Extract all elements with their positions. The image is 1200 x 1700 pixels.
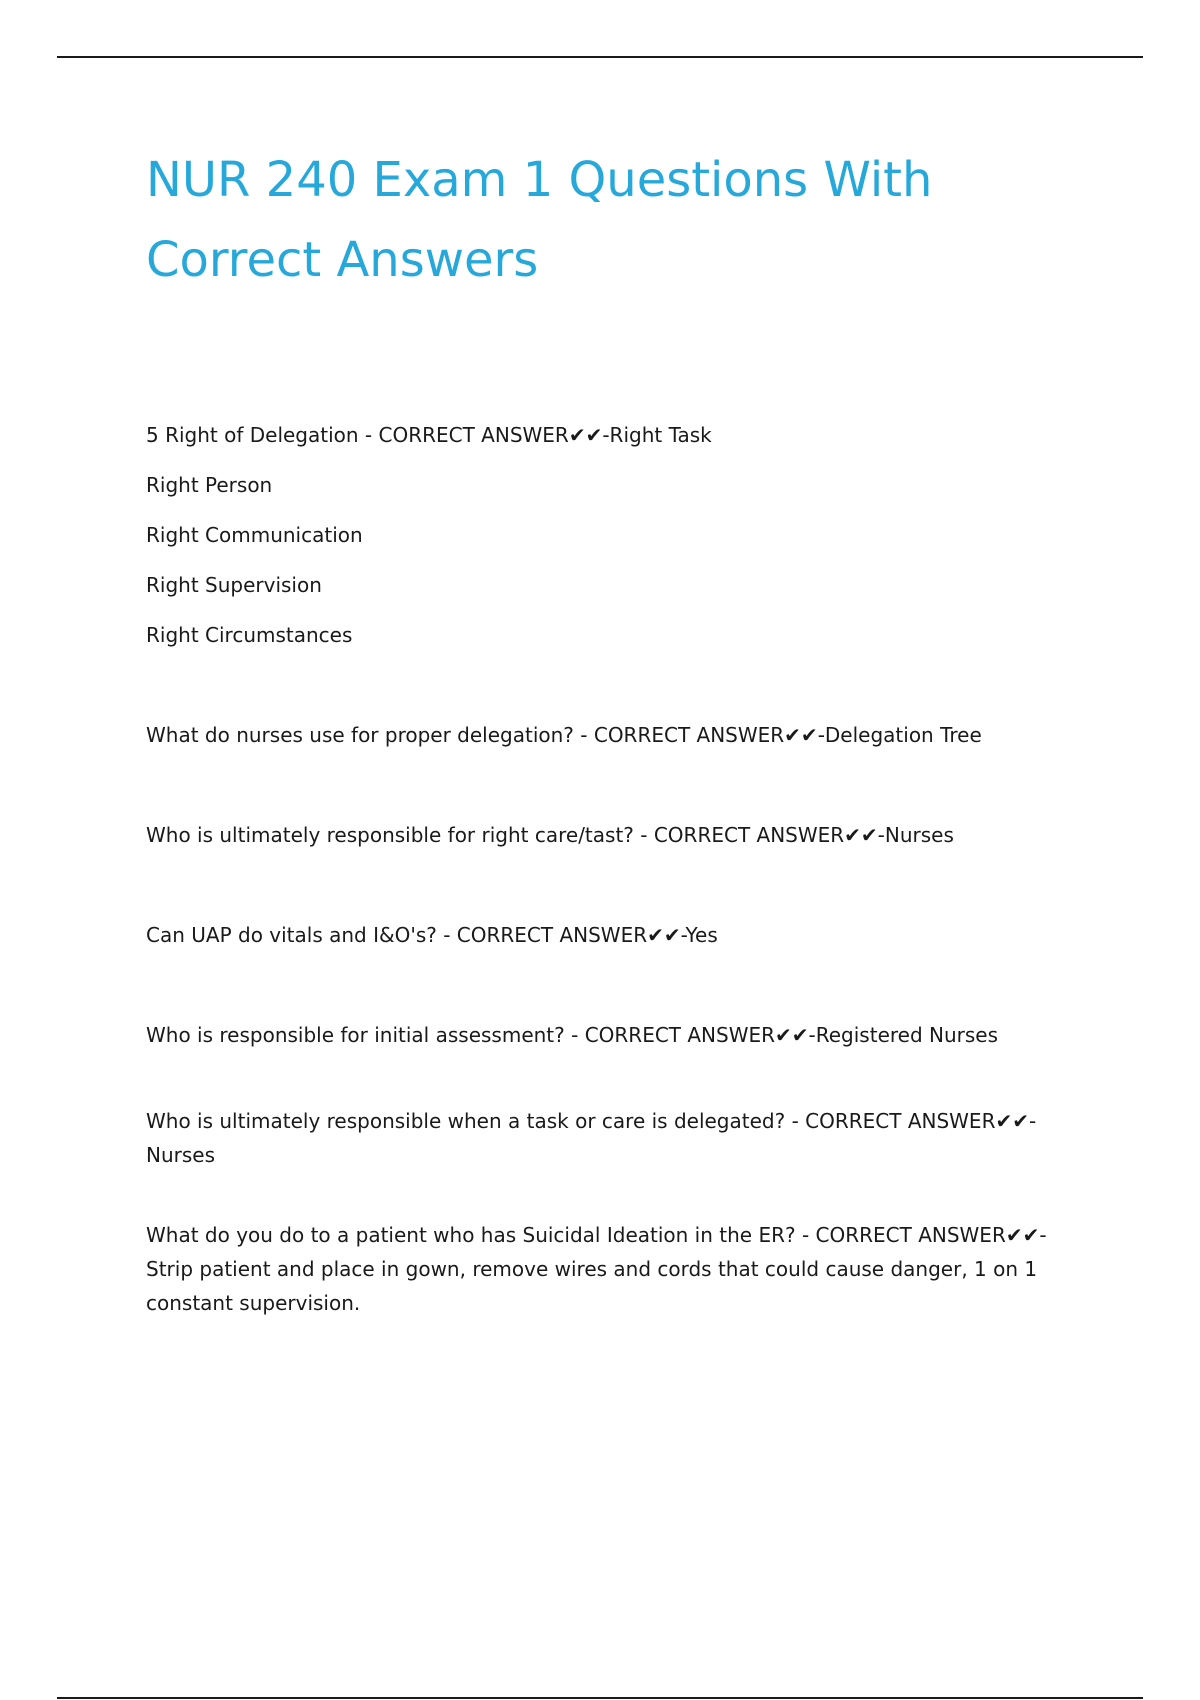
- qa-suicidal-ideation: What do you do to a patient who has Suicidal Ideation in the ER? - CORRECT ANSWER✔✔-Strip patient and place in gown, remove wires and cords that could cause danger, 1 on 1 constant supervision.: [146, 1223, 1047, 1315]
- top-divider: [57, 56, 1143, 58]
- answer-line: Right Supervision: [146, 573, 322, 597]
- qa-initial-assessment: Who is responsible for initial assessment? - CORRECT ANSWER✔✔-Registered Nurses: [146, 1023, 999, 1047]
- answer-line: Right Circumstances: [146, 623, 353, 647]
- bottom-divider: [57, 1697, 1143, 1699]
- answer-line: Right Person: [146, 473, 273, 497]
- document-body: [146, 410, 1066, 1320]
- answer-line: Right Communication: [146, 523, 363, 547]
- qa-delegation-tool: What do nurses use for proper delegation? - CORRECT ANSWER✔✔-Delegation Tree: [146, 723, 982, 747]
- qa-responsible-care: Who is ultimately responsible for right care/tast? - CORRECT ANSWER✔✔-Nurses: [146, 823, 954, 847]
- qa-uap-vitals: Can UAP do vitals and I&O's? - CORRECT ANSWER✔✔-Yes: [146, 923, 718, 947]
- qa-delegated-responsibility: Who is ultimately responsible when a task or care is delegated? - CORRECT ANSWER✔✔-Nurses: [146, 1109, 1037, 1167]
- document-title: NUR 240 Exam 1 Questions With Correct Answers: [146, 152, 933, 288]
- qa-delegation-rights: 5 Right of Delegation - CORRECT ANSWER✔✔-Right Task: [146, 423, 712, 447]
